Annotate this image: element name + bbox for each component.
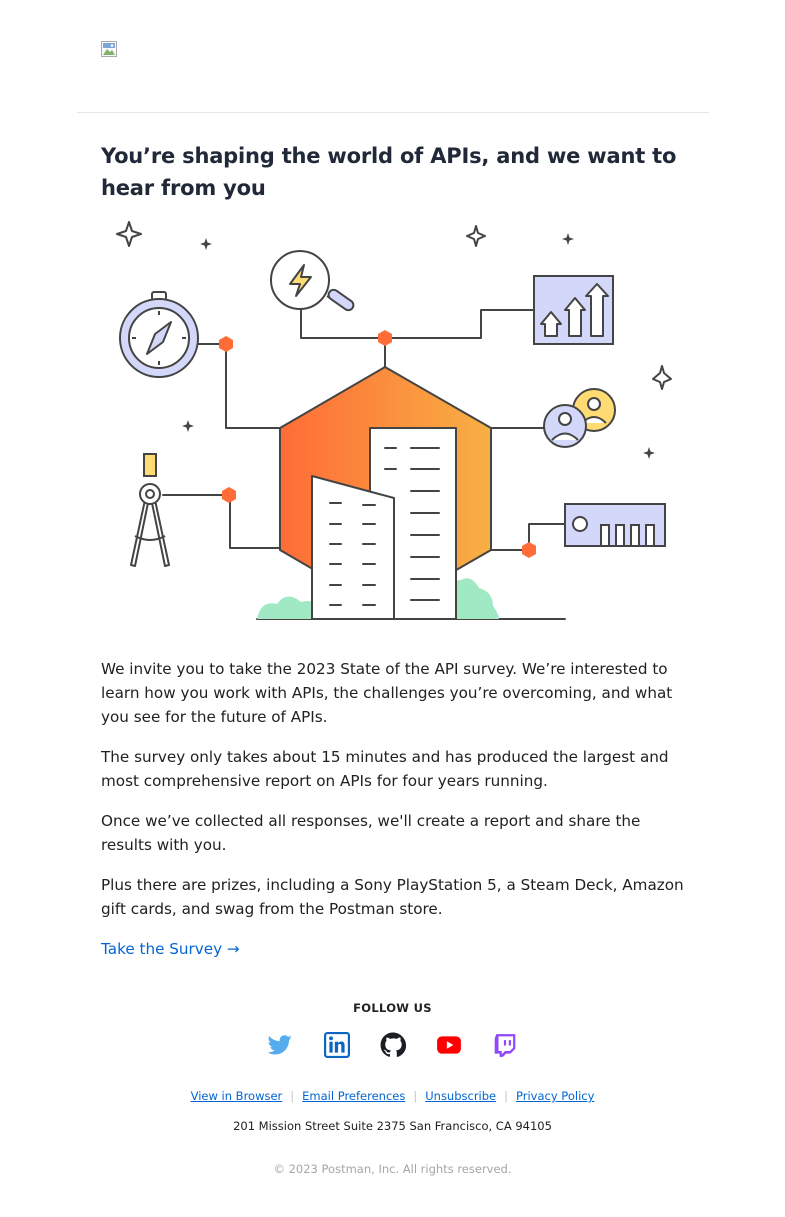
twitter-icon[interactable] — [267, 1032, 293, 1058]
youtube-icon[interactable] — [436, 1032, 462, 1058]
twitch-icon[interactable] — [492, 1032, 518, 1058]
link-separator: | — [290, 1089, 295, 1103]
link-separator: | — [413, 1089, 418, 1103]
server-icon — [565, 504, 665, 546]
email-headline: You’re shaping the world of APIs, and we want to hear from you — [101, 144, 677, 200]
prizes-paragraph: Plus there are prizes, including a Sony PlayStation 5, a Steam Deck, Amazon gift cards, and swag from the Postman store. — [101, 876, 684, 918]
github-icon[interactable] — [380, 1032, 406, 1058]
survey-duration-paragraph: The survey only takes about 15 minutes and has produced the largest and most comprehensive report on APIs for four years running. — [101, 748, 669, 790]
growth-chart-icon — [534, 276, 613, 344]
broken-image-logo-icon — [101, 41, 117, 57]
drafting-compass-icon — [131, 454, 169, 566]
footer-links — [0, 1089, 785, 1103]
unsubscribe-link[interactable]: Unsubscribe — [425, 1089, 497, 1103]
privacy-policy-link[interactable]: Privacy Policy — [516, 1089, 595, 1103]
link-separator: | — [504, 1089, 509, 1103]
intro-paragraph: We invite you to take the 2023 State of the API survey. We’re interested to learn how you work with APIs, the challenges you’re overcoming, and what you see for the future of APIs. — [101, 660, 673, 726]
take-survey-link[interactable]: Take the Survey → — [101, 940, 240, 958]
lightning-magnifier-icon — [271, 251, 355, 312]
company-address: 201 Mission Street Suite 2375 San Francisco, CA 94105 — [233, 1119, 552, 1133]
compass-icon — [120, 292, 198, 377]
follow-us-label: FOLLOW US — [353, 1001, 432, 1015]
hero-illustration — [101, 218, 685, 626]
copyright-notice: © 2023 Postman, Inc. All rights reserved. — [273, 1162, 512, 1176]
header-divider — [77, 112, 709, 113]
email-preferences-link[interactable]: Email Preferences — [302, 1089, 406, 1103]
linkedin-icon[interactable] — [324, 1032, 350, 1058]
users-icon — [544, 389, 615, 447]
view-in-browser-link[interactable]: View in Browser — [190, 1089, 283, 1103]
report-paragraph: Once we’ve collected all responses, we'll create a report and share the results with you. — [101, 812, 641, 854]
